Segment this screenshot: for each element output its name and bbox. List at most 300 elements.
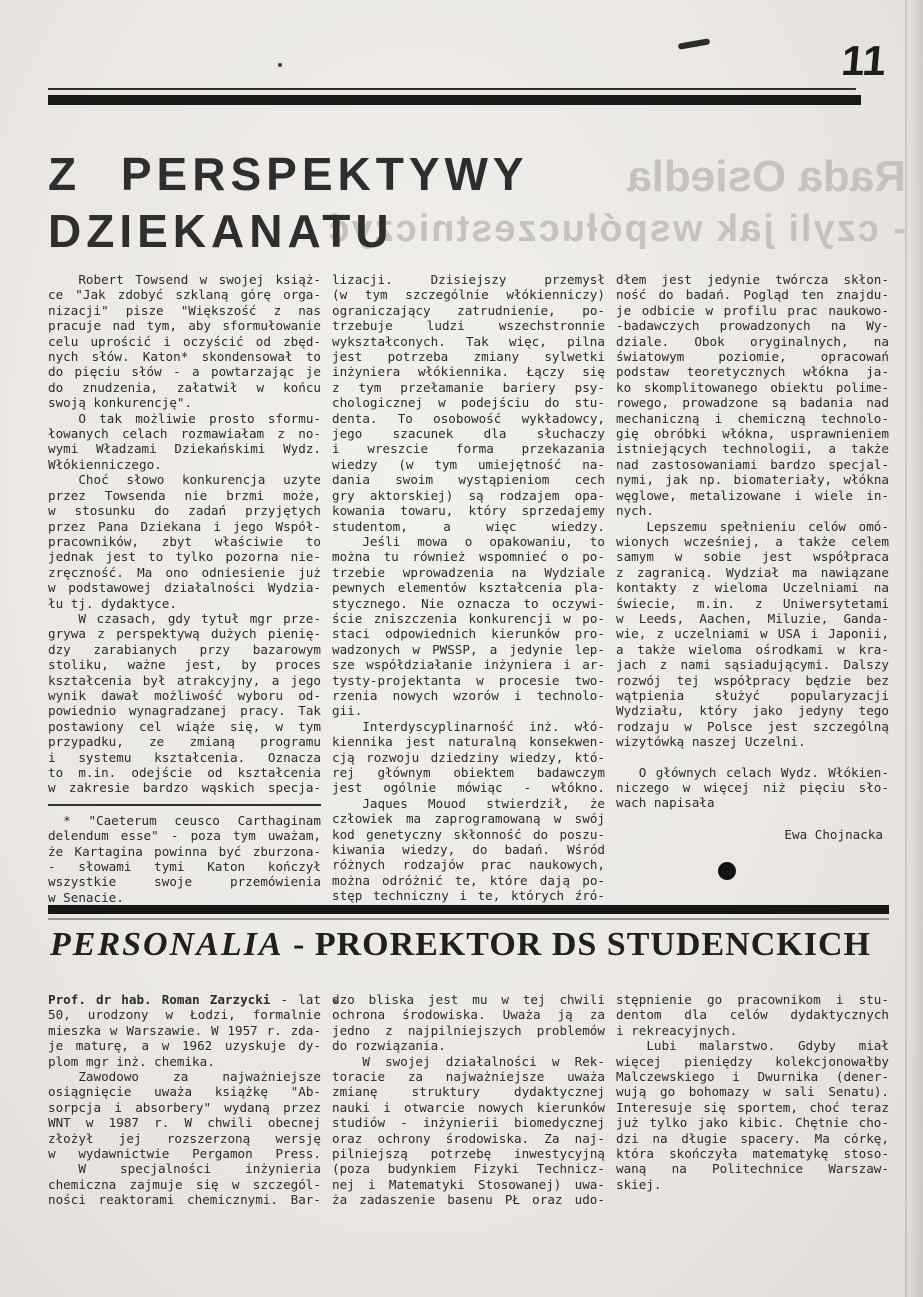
word: człowiek [332,811,393,827]
word: konkurencja [181,472,266,488]
word: ność [616,287,647,303]
word: najpilniejszych [407,1022,522,1038]
word: na [652,1130,668,1146]
word: dla [483,426,507,442]
word: specjal- [828,456,889,472]
word: sformułowanie [222,318,321,334]
text-line: skiej. [616,1176,662,1192]
word: Wy- [866,318,889,334]
text-line [332,1131,605,1146]
word: lat [298,992,321,1007]
text-line [616,1038,889,1053]
word: w [684,718,692,734]
word: Zawodowo [78,1069,139,1085]
word: aktorskiej) [369,487,454,503]
word: swój [574,811,605,827]
word: umiejętność [477,456,562,472]
word: (dener- [835,1069,889,1085]
word: bardzo [770,456,816,472]
word: i [835,992,844,1007]
word: prowadzonych [719,318,811,334]
word: ją [557,1007,573,1023]
text-line [48,1069,321,1084]
word: biomedycznej [513,1115,605,1131]
word: przemówienia [229,874,321,890]
word: nie- [290,549,321,565]
text-line [48,503,321,518]
text-line [48,334,321,349]
header-rule-thin [48,88,856,90]
word: Jeśli [362,533,401,549]
word: że [48,843,64,859]
word: genetyczny [366,826,442,842]
word: pracownikom [737,992,821,1007]
word: bariery [502,379,556,395]
word: np. [699,472,723,488]
word: wykształconych. [332,333,446,349]
text-line [48,349,321,364]
word: sąsiadującymi. [724,657,831,673]
word: i [563,657,571,673]
word: w [476,672,484,688]
word: wiedzy, [402,842,456,858]
word: usprawnieniem [790,426,889,442]
word: znajdu- [835,287,889,303]
word: trzebie [332,564,386,580]
text-line [616,611,889,626]
article2-column-2-text [332,992,605,1208]
text-line [48,1161,321,1176]
word: nymi, [616,472,654,488]
text-line [48,611,321,626]
word: kolekcjonowałby [775,1053,889,1069]
word: Rek- [574,1053,605,1069]
word: był [142,672,166,688]
text-line [48,565,321,580]
word: córkę, [843,1130,889,1146]
word: wie, [616,626,647,642]
text-line [332,626,605,641]
text-line [332,992,605,1007]
word: ten [801,287,824,303]
word: celach [725,764,772,780]
word: je [48,1038,64,1054]
word: słów [131,364,162,380]
word: w [553,811,562,827]
text-line [332,349,605,364]
word: powinna [154,843,208,859]
section-separator-line [48,918,889,920]
word: od [255,333,271,349]
text-line [332,1177,605,1192]
word: a [141,1038,150,1054]
text-line [616,519,889,534]
word: za [407,1069,423,1085]
ink-mark [678,38,711,49]
word: Kartagina [74,843,143,859]
word: tym [298,718,321,734]
word: służyć [714,687,761,703]
word: psy- [574,379,605,395]
text-line [332,580,605,595]
word: skłonność [453,826,522,842]
text-line [332,827,605,842]
word: mieszka [48,1022,102,1038]
word: lizacji. [332,272,393,287]
word: włókna [843,472,889,488]
word: z [656,626,665,642]
word: obecnej [267,1115,321,1131]
word: "Ab- [290,1084,321,1100]
word: wersję [275,1130,321,1146]
text-line [332,318,605,333]
text-line [48,642,321,657]
word: "Caeterum [88,812,157,828]
word: od [207,765,223,780]
word: O [638,764,647,780]
word: jedynie [707,272,761,287]
text-line [332,488,605,503]
word: są [771,395,787,411]
word: wprowadzenia [402,564,494,580]
text-line [616,411,889,426]
word: czasach, [96,610,158,626]
word: udo- [574,1192,605,1208]
word: badawczym [536,765,605,780]
word: słowami [78,859,132,875]
word: środowiska. [445,1130,530,1146]
word: Za [544,1130,560,1146]
word: Mouod [428,795,466,811]
word: skomplitowanego [643,379,758,395]
text-line [616,1084,889,1099]
word: studentom, [332,518,408,534]
word: Lepszemu [646,518,707,534]
word: celu [48,333,79,349]
word: tym [358,379,382,395]
text-line [616,1115,889,1130]
word: któ- [574,749,605,765]
word: rej [332,765,355,780]
word: Dalszy [843,657,889,673]
word: włókiennika. [417,364,509,380]
footnote [48,804,321,905]
word: inżyniera [332,364,401,380]
word: odejście [131,765,193,780]
word: nauki [332,1099,370,1115]
text-line [48,765,321,780]
word: O [78,410,86,426]
word: rowego, [616,395,670,411]
word: dłem [616,272,647,287]
word: w [48,503,56,519]
word: naukowych, [529,857,605,873]
word: systemu [78,749,132,765]
word: odpowiednich [385,626,477,642]
word: jednak [48,549,94,565]
word: wiąże [176,718,215,734]
word: jest, [184,657,223,673]
word: jest [332,349,363,365]
word: z [277,426,285,442]
text-line [332,303,605,318]
text-line [616,765,889,780]
word: nad [616,456,639,472]
word: jach [616,657,647,673]
text-line [332,364,605,379]
text-line [616,1054,889,1069]
word: to [305,349,321,365]
word: zajmuje [129,1176,183,1192]
word: znudzenia, [82,379,158,395]
word: Pogląd [743,287,789,303]
word: właściwie [214,533,284,549]
word: bez [866,672,889,688]
word: kształcenia [237,765,321,780]
text-line [332,734,605,749]
word: rzenia [332,687,378,703]
word: postawiony [48,718,124,734]
word: których [510,888,565,904]
word: Choć [78,472,109,488]
text-line [48,703,321,718]
word: tym, [146,318,177,334]
word: ze [149,734,165,750]
word: a [775,533,783,549]
word: środowiska. [402,1007,486,1023]
word: chologicznej [332,395,423,411]
word: także [797,533,836,549]
article1-title-line1: Z PERSPEKTYWY [48,148,529,200]
word: tym [364,287,388,303]
word: a [828,441,836,457]
word: inwestycyjną [514,1146,605,1162]
word: nad [866,395,889,411]
word: rozmawiałam [180,426,265,442]
word: stoso- [843,1146,889,1162]
word: kształcenia [478,580,563,596]
word: uwa- [574,1176,605,1192]
word: samym [616,549,654,565]
word: dentom [616,1007,662,1023]
word: kształcenia. [154,749,246,765]
word: celem [851,533,889,549]
word: przełamanie [400,379,484,395]
word: dużych [211,626,257,642]
article2-column-2 [332,992,605,1208]
word: uczelniami [674,626,750,642]
text-line [616,1100,889,1115]
word: który [699,703,738,719]
word: powiednio [48,703,117,719]
text-line [332,719,605,734]
word: Gdyby [797,1038,836,1054]
word: Malczewskiego [616,1069,715,1085]
text-line [48,750,321,765]
word: prze- [283,610,321,626]
text-line [48,688,321,703]
word: włó- [574,718,605,734]
word: także [851,441,889,457]
word: twórcza [775,272,829,287]
text-line [332,857,605,872]
word: więcej [616,1053,662,1069]
word: już [616,1115,639,1131]
word: w [412,641,420,657]
word: Ma [137,564,153,580]
text-line [332,780,605,795]
word: może, [283,487,321,503]
word: gry [332,487,355,503]
word: najważniejsze [445,1069,545,1085]
word: pisze [125,302,164,318]
word: hab. [121,992,152,1007]
word: stoliku, [48,657,109,673]
text-line [616,719,889,734]
word: kibic. [738,1115,785,1131]
text-line: nych. [616,503,654,519]
text-line [48,1007,321,1022]
word: to [589,533,605,549]
word: waną [616,1161,647,1177]
word: łowanych [48,426,109,442]
word: zbyt [161,533,193,549]
word: uprościć [90,333,152,349]
word: w [256,379,265,395]
word: zda- [290,1022,321,1038]
text-line [616,1007,889,1022]
word: od- [298,687,321,703]
word: to [305,533,321,549]
word: Uniwersytetami [782,595,889,611]
word: pracy. [240,703,286,719]
word: brzmi [226,487,265,503]
text-line [616,596,889,611]
word: zarabianych [93,641,177,657]
text-line [332,1054,605,1069]
word: jak [665,472,689,488]
word: wszystkie [48,874,117,890]
article1-column-3-text [616,272,889,811]
word: to [148,549,164,565]
word: w [616,610,624,626]
page-number: 11 [839,37,889,84]
word: ochrona [332,1007,386,1023]
text-line [332,888,605,903]
word: maturę, [75,1038,129,1054]
word: elementów [397,580,466,596]
word: sportem, [737,1099,798,1115]
word: Matematyki [388,1176,465,1192]
word: wszechstronnie [498,318,605,334]
word: ważne [127,657,166,673]
word: Dziekana [140,518,202,534]
text-line [616,488,889,503]
word: Łodzi, [190,1007,236,1023]
word: w [705,302,714,318]
byline: Ewa Chojnacka [784,826,883,842]
article2-columns [48,992,889,1208]
word: do [472,842,488,858]
word: Nie [421,595,444,611]
word: sali [784,1084,815,1100]
word: WNT [48,1115,71,1131]
text-line [48,426,321,441]
word: jego [332,426,363,442]
word: ogólnie [383,780,437,796]
text-line [616,303,889,318]
word: wzorów [453,687,499,703]
word: Japonii, [828,626,889,642]
word: stosunku [74,503,136,519]
word: w [109,1022,118,1038]
word: W [78,610,86,626]
word: struktury [411,1084,480,1100]
word: wydaną [224,1099,270,1115]
word: obróbki [653,426,707,442]
word: ce [48,287,64,303]
word: swojej [218,272,265,287]
word: wcześniej, [684,533,761,549]
word: Pergamon [192,1146,253,1162]
word: wionych [616,533,670,549]
word: bohomazy [688,1084,750,1100]
word: za [173,1069,189,1085]
word: bliska [368,992,415,1007]
word: współdziałanie [366,657,473,673]
word: w [674,549,683,565]
word: mowa [417,533,448,549]
word: 1957 [227,1022,258,1038]
article2-column-1 [48,992,321,1208]
word: skłon- [843,272,889,287]
word: z [273,302,282,318]
article1-title-line2: DZIEKANATU [48,205,394,257]
word: dziedziny [430,749,499,765]
word: Wydz. [283,441,321,457]
word: technolo- [820,410,889,426]
word: tytuł [201,610,240,626]
text-line [332,503,605,518]
word: w [275,718,284,734]
text-line [616,703,889,718]
word: Prof. [48,992,86,1007]
word: zmianą [189,734,236,750]
word: wykładowcy, [521,410,605,426]
word: in- [866,487,889,503]
word: niczego [616,780,670,795]
word: oryginalnych, [749,333,849,349]
word: konkurencji [468,610,552,626]
word: opracowań [820,349,889,365]
word: W [184,1115,193,1131]
text-line [616,992,889,1007]
word: ar- [582,657,605,673]
text-line [48,318,321,333]
word: niż [763,780,786,795]
word: trzebuje [332,318,393,334]
word: Dziekańskimi [174,441,266,457]
text-line [616,318,889,333]
word: się [582,364,605,380]
word: do [154,503,170,519]
bleedthrough-text: Rada Osiedla [627,152,906,201]
text-line [332,549,605,564]
word: je [305,364,321,380]
word: rozwój [616,672,662,688]
word: denta. [332,410,378,426]
word: W [362,1053,370,1069]
